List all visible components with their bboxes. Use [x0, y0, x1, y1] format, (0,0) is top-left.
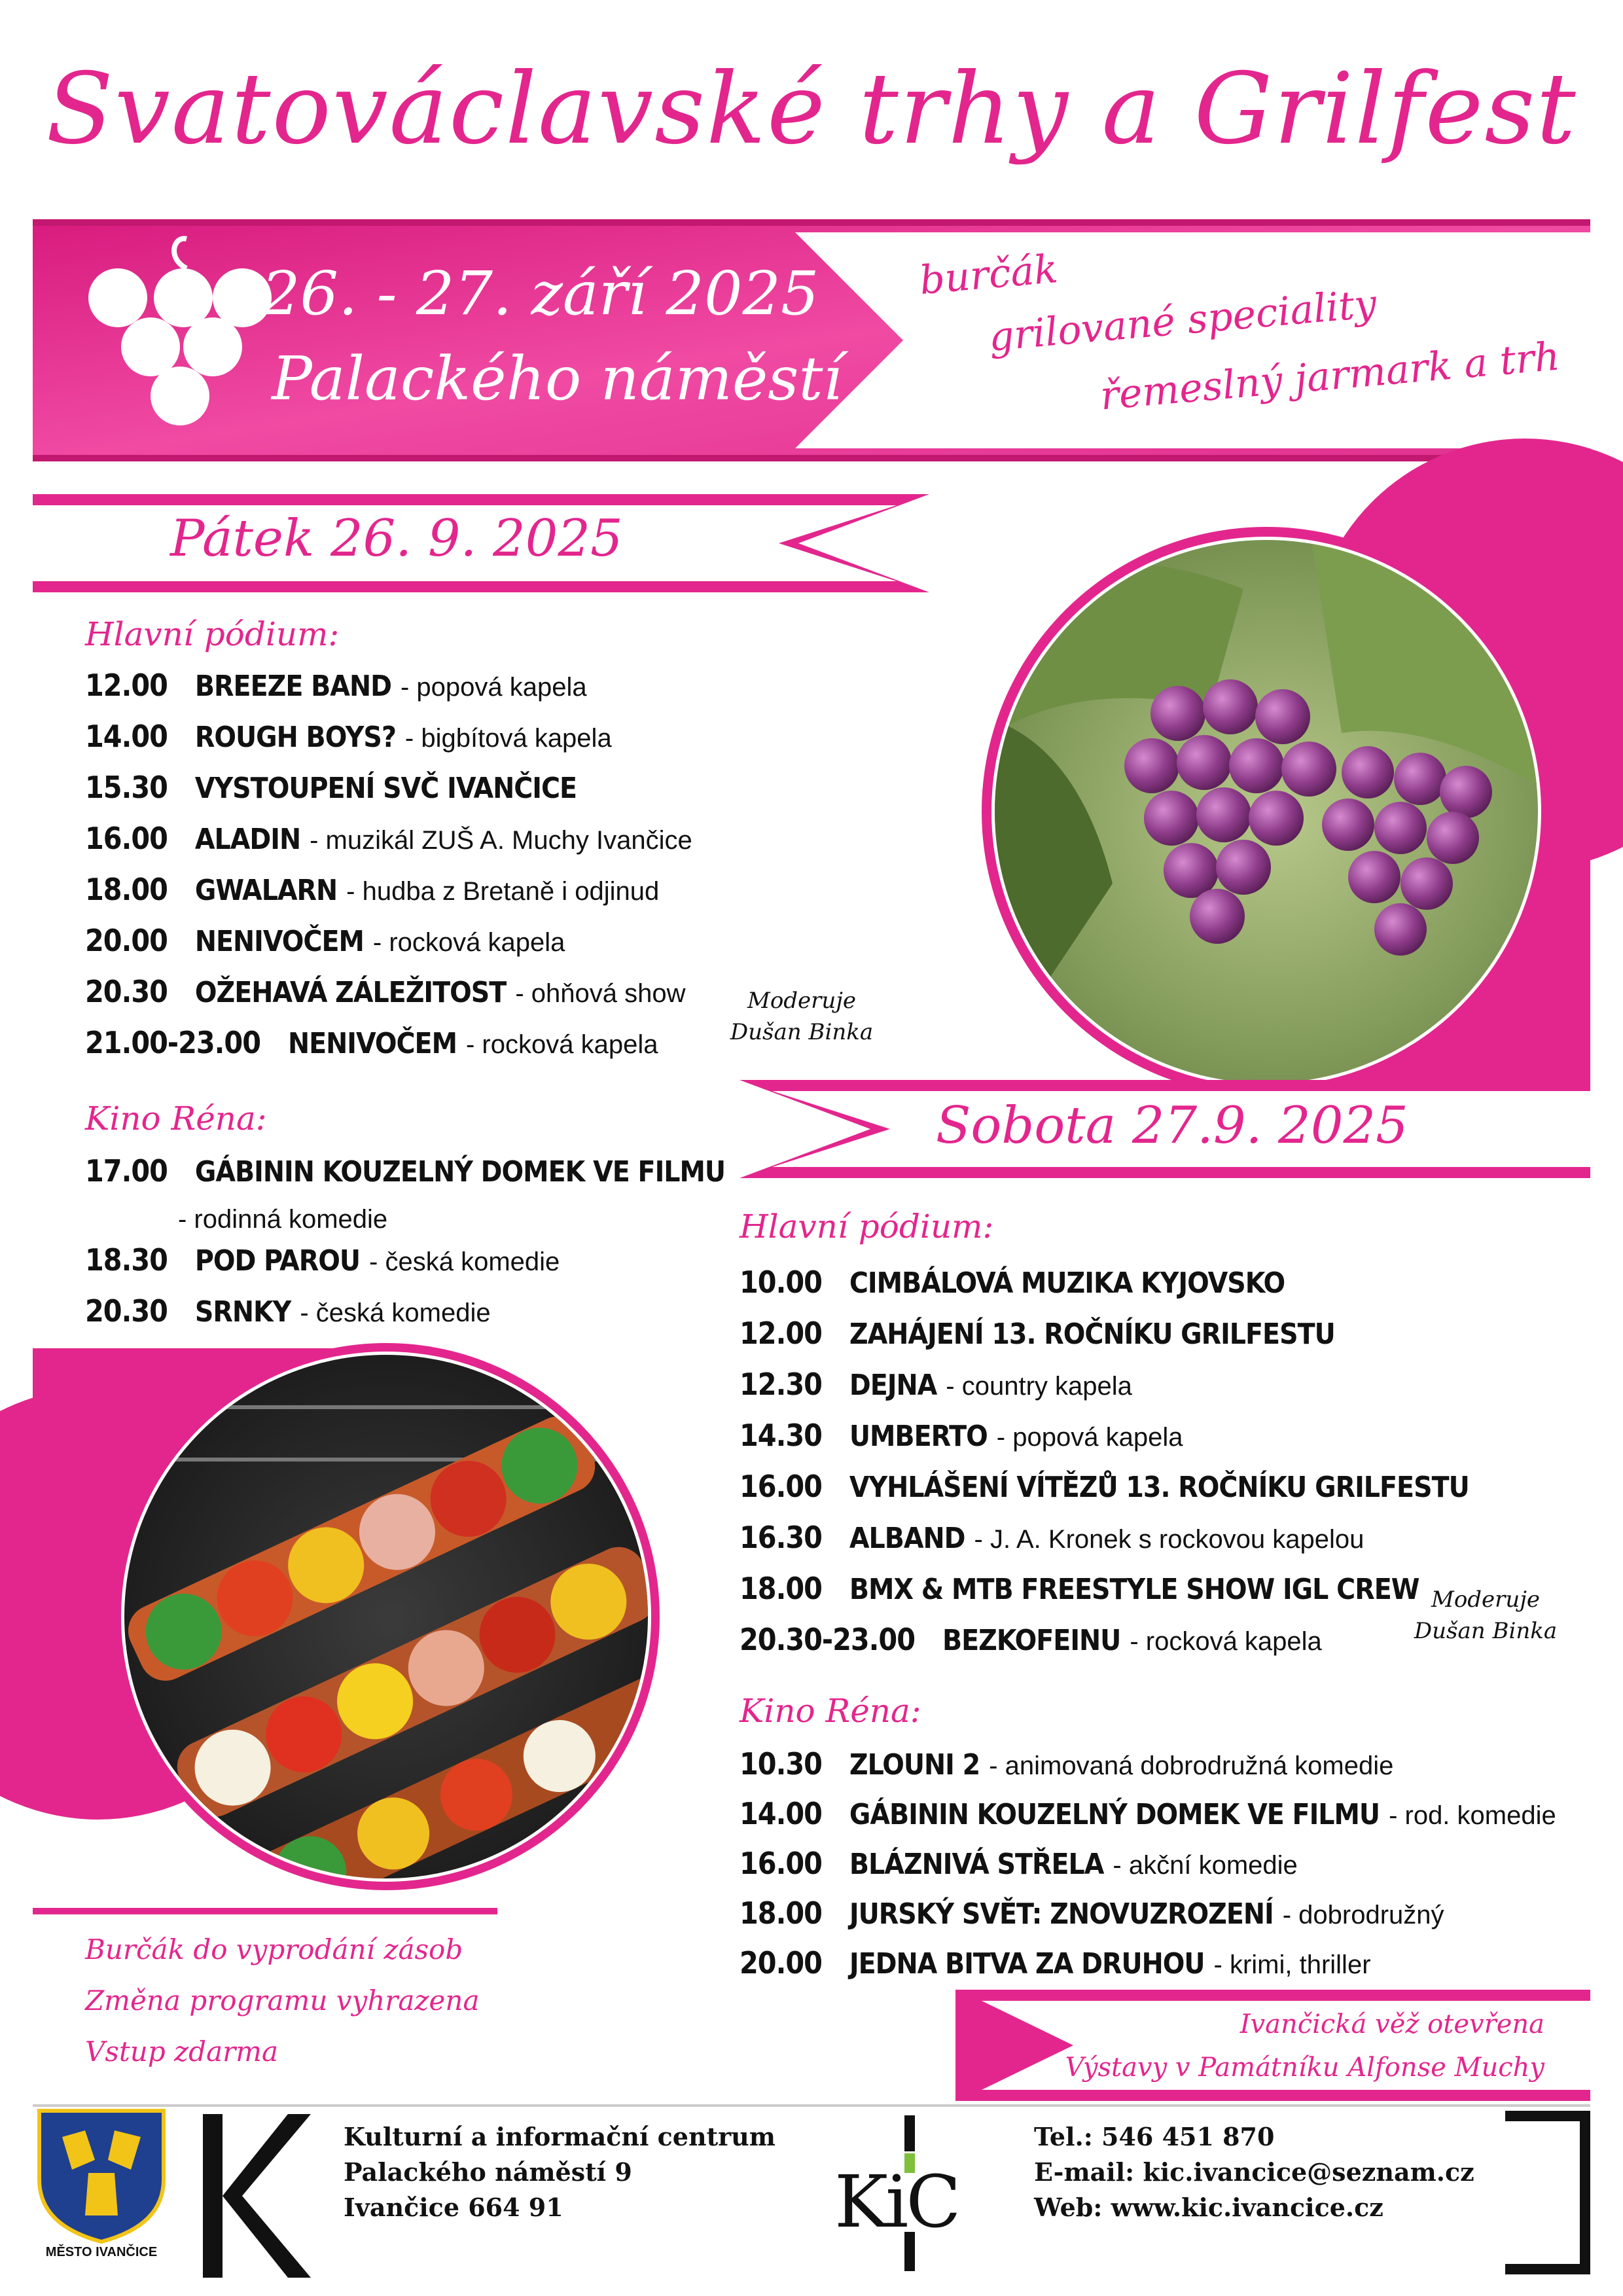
- note-line: Vstup zdarma: [85, 2036, 279, 2068]
- list-item: 18.00 BMX & MTB FREESTYLE SHOW IGL CREW: [740, 1571, 1419, 1606]
- friday-heading: Pátek 26. 9. 2025: [170, 509, 623, 568]
- town-shield-icon: [39, 2111, 164, 2242]
- contact-web[interactable]: Web: www.kic.ivancice.cz: [1034, 2193, 1383, 2222]
- list-item: 12.30 DEJNA - country kapela: [740, 1367, 1132, 1402]
- event-place: Palackého náměstí: [272, 344, 842, 414]
- list-item: 12.00 ZAHÁJENÍ 13. ROČNÍKU GRILFESTU: [740, 1316, 1335, 1351]
- list-item: 20.00 NENIVOČEM - rocková kapela: [85, 923, 565, 958]
- list-item: 20.30 OŽEHAVÁ ZÁLEŽITOST - ohňová show: [85, 974, 686, 1009]
- list-item: 16.00 VYHLÁŠENÍ VÍTĚZŮ 13. ROČNÍKU GRILFESTU: [740, 1469, 1469, 1504]
- saturday-moderator: [1387, 1584, 1584, 1647]
- contact-info: [1034, 2119, 1474, 2225]
- list-item: 16.30 ALBAND - J. A. Kronek s rockovou kapelou: [740, 1520, 1364, 1555]
- saturday-cinema-heading: Kino Réna:: [740, 1692, 921, 1730]
- friday-moderator: [710, 985, 893, 1048]
- highlight-3: řemeslný jarmark a trh: [1098, 333, 1562, 420]
- highlight-2: grilované speciality: [987, 281, 1379, 361]
- list-item: 10.00 CIMBÁLOVÁ MUZIKA KYJOVSKO: [740, 1265, 1285, 1300]
- list-item: 20.30-23.00 BEZKOFEINU - rocková kapela: [740, 1622, 1322, 1657]
- org-street: Palackého náměstí 9: [344, 2157, 632, 2187]
- list-item: 14.00 ROUGH BOYS? - bigbítová kapela: [85, 719, 612, 754]
- saturday-main-stage-heading: Hlavní pódium:: [740, 1208, 994, 1246]
- notes-right: [1021, 2003, 1544, 2089]
- note-line: Výstavy v Památníku Alfonse Muchy: [1065, 2053, 1544, 2083]
- org-name: Kulturní a informační centrum: [344, 2122, 776, 2151]
- list-item: 10.30 ZLOUNI 2 - animovaná dobrodružná komedie: [740, 1746, 1394, 1782]
- kic-logo-text: KiC: [834, 2160, 959, 2244]
- page-title: Svatováclavské trhy a Grilfest: [46, 52, 1577, 166]
- footer-divider: [33, 2104, 1590, 2107]
- list-item: 15.30 VYSTOUPENÍ SVČ IVANČICE: [85, 770, 577, 805]
- list-item: 18.00 JURSKÝ SVĚT: ZNOVUZROZENÍ - dobrodružný: [740, 1895, 1444, 1931]
- org-address: [344, 2119, 776, 2225]
- list-item-desc: - rodinná komedie: [178, 1205, 388, 1234]
- list-item: 12.00 BREEZE BAND - popová kapela: [85, 668, 587, 703]
- friday-cinema-heading: Kino Réna:: [85, 1100, 267, 1138]
- list-item: 14.00 GÁBININ KOUZELNÝ DOMEK VE FILMU - rod. komedie: [740, 1796, 1556, 1831]
- note-line: Burčák do vyprodání zásob: [85, 1933, 463, 1965]
- org-city: Ivančice 664 91: [344, 2193, 563, 2222]
- list-item: 20.00 JEDNA BITVA ZA DRUHOU - krimi, thriller: [740, 1945, 1371, 1981]
- note-line: Ivančická věž otevřena: [1240, 2009, 1544, 2039]
- k-logo-icon: [203, 2114, 311, 2278]
- moderator-label: Moderuje: [1431, 1587, 1540, 1613]
- grill-photo: [108, 1343, 717, 1938]
- contact-phone: Tel.: 546 451 870: [1034, 2122, 1275, 2151]
- bracket-logo-icon: [1505, 2111, 1590, 2274]
- moderator-label: Moderuje: [747, 988, 856, 1014]
- list-item: 21.00-23.00 NENIVOČEM - rocková kapela: [85, 1025, 658, 1060]
- moderator-name: Dušan Binka: [730, 1019, 874, 1045]
- list-item: 18.00 GWALARN - hudba z Bretaně i odjinud: [85, 872, 660, 907]
- town-label: MĚSTO IVANČICE: [45, 2245, 158, 2259]
- note-line: Změna programu vyhrazena: [85, 1984, 480, 2017]
- contact-email[interactable]: E-mail: kic.ivancice@seznam.cz: [1034, 2157, 1474, 2187]
- highlight-1: burčák: [918, 245, 1060, 304]
- top-banner: [33, 219, 1590, 461]
- friday-main-stage-heading: Hlavní pódium:: [85, 615, 340, 653]
- list-item: 20.30 SRNKY - česká komedie: [85, 1293, 491, 1329]
- saturday-heading: Sobota 27.9. 2025: [936, 1096, 1408, 1155]
- event-dates: 26. - 27. září 2025: [262, 259, 819, 329]
- list-item: 18.30 POD PAROU - česká komedie: [85, 1242, 560, 1278]
- list-item: 16.00 BLÁZNIVÁ STŘELA - akční komedie: [740, 1846, 1298, 1881]
- list-item: 14.30 UMBERTO - popová kapela: [740, 1418, 1183, 1453]
- list-item: 16.00 ALADIN - muzikál ZUŠ A. Muchy Ivančice: [85, 821, 692, 856]
- moderator-name: Dušan Binka: [1414, 1618, 1558, 1644]
- notes-left: [85, 1924, 479, 2077]
- list-item: 17.00 GÁBININ KOUZELNÝ DOMEK VE FILMU: [85, 1153, 726, 1189]
